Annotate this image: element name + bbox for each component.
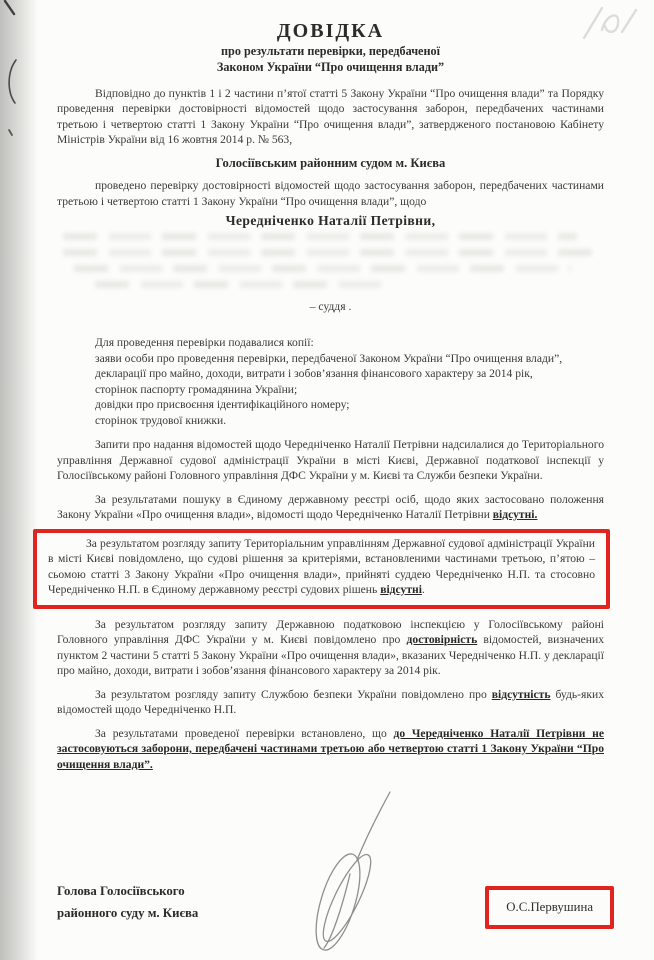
tax-tail: відомостей, визначених пунктом 2 частини 5 статті 5 Закону України «Про очищення влади», вказаних Чередніченко Н.П. у декларації про майно, доходи, витрати і зобов’язання фінансового характеру за 2014 рік. bbox=[57, 633, 604, 677]
paragraph-tax-inspection bbox=[57, 617, 604, 679]
paragraph-legal-basis: Відповідно до пунктів 1 і 2 частини п’ятої статті 5 Закону України “Про очищення влади” та Порядку проведення перевірки достовірності відомостей щодо застосування заборон, передбачених частинами третьою і четвертою статті 1 Закону України “Про очищення влади”, затвердженого постановою Кабінету Міністрів України від 16 жовтня 2014 р. № 563, bbox=[57, 86, 604, 146]
faded-redacted-area bbox=[63, 233, 598, 289]
paragraph-registry-search bbox=[57, 492, 604, 523]
registry-emphasis: відсутні. bbox=[492, 508, 538, 521]
copies-item: заяви особи про проведення перевірки, передбаченої Законом України “Про очищення влади”, bbox=[95, 351, 563, 365]
paragraph-court-admin bbox=[48, 536, 595, 598]
conclusion-text: За результатами проведеної перевірки встановлено, що bbox=[95, 726, 394, 740]
signer-title bbox=[57, 880, 198, 924]
copies-item: довідки про присвоєння ідентифікаційного номеру; bbox=[95, 398, 350, 411]
document-title: ДОВІДКА bbox=[276, 20, 385, 42]
copies-item: сторінок паспорту громадянина України; bbox=[95, 382, 298, 396]
subtitle-line-2: Законом України “Про очищення влади” bbox=[216, 59, 445, 74]
sbu-text: За результатом розгляду запиту Службою безпеки України повідомлено про bbox=[95, 687, 492, 701]
paragraph-conclusion bbox=[57, 726, 604, 773]
court-name: Голосіївським районним судом м. Києва bbox=[215, 155, 446, 170]
document-body bbox=[48, 20, 604, 780]
registry-text: За результатами пошуку в Єдиному державному реєстрі осіб, щодо яких застосовано положення Закону України «Про очищення влади», відомості щодо Чередніченко Наталії Петрівни bbox=[57, 492, 604, 521]
paragraph-requests-sent: Запити про надання відомостей щодо Чередніченко Наталії Петрівни надсилалися до Територіального управління Державної судової адміністрації України в місті Києві, Державної податкової інспекції у Голосіївському районі Головного управління ДФС України у м. Києві та Служби безпеки України. bbox=[57, 438, 604, 482]
faded-line bbox=[63, 249, 598, 256]
signer-title-line-1: Голова Голосіївського bbox=[57, 884, 185, 898]
highlight-box-court-admin bbox=[33, 529, 610, 609]
court-admin-tail: . bbox=[421, 583, 425, 596]
paragraph-verification-conducted: проведено перевірку достовірності відомостей щодо застосування заборон, передбачених частинами третьою і четвертою статті 1 Закону України “Про очищення влади”, щодо bbox=[57, 179, 604, 208]
court-admin-text: За результатом розгляду запиту Територіальним управлінням Державної судової адміністрації України в місті Києві повідомлено, що судові рішення за критеріями, встановленими частинами третьою, п’ятою – сьомою статті 3 Закону України «Про очищення влади», прийняті суддею Чередніченко Н.П. та стосовно Чередніченко Н.П. в Єдиному державному реєстрі судових рішень bbox=[48, 536, 595, 596]
copies-item: сторінок трудової книжки. bbox=[95, 413, 227, 427]
paragraph-security-service bbox=[57, 687, 604, 718]
person-name: Чередніченко Наталії Петрівни, bbox=[225, 213, 436, 228]
scan-edge bbox=[0, 0, 38, 960]
copies-item: декларації про майно, доходи, витрати і зобов’язання фінансового характеру за 2014 рік, bbox=[95, 367, 533, 380]
signer-name: О.С.Первушина bbox=[506, 900, 593, 914]
signer-title-line-2: районного суду м. Києва bbox=[57, 906, 199, 920]
ink-marks-icon bbox=[0, 0, 38, 180]
signer-name-box bbox=[485, 886, 614, 929]
signature-area bbox=[272, 788, 412, 960]
subtitle-line-1: про результати перевірки, передбаченої bbox=[221, 43, 440, 58]
signature-squiggle-icon bbox=[272, 788, 412, 956]
sbu-tail: будь-яких відомостей щодо Чередніченко Н.П. bbox=[57, 687, 604, 716]
faded-line bbox=[74, 265, 572, 272]
document-subtitle bbox=[57, 43, 604, 75]
faded-line bbox=[95, 281, 384, 288]
sbu-emphasis: відсутність bbox=[491, 687, 551, 701]
conclusion-emphasis: до Чередніченко Наталії Петрівни не застосовуються заборони, передбачені частинами третьою або четвертою статті 1 Закону України “Про очищення влади”. bbox=[57, 726, 604, 771]
tax-emphasis: достовірність bbox=[406, 633, 478, 646]
court-admin-emphasis: відсутні bbox=[380, 583, 422, 596]
faded-line bbox=[63, 233, 577, 240]
tax-text: За результатом розгляду запиту Державною податковою інспекцією у Голосіївському районі Головного управління ДФС України у м. Києві повідомлено про bbox=[57, 617, 604, 646]
copies-heading: Для проведення перевірки подавалися копії: bbox=[95, 336, 314, 349]
judge-label: – суддя . bbox=[309, 299, 352, 313]
